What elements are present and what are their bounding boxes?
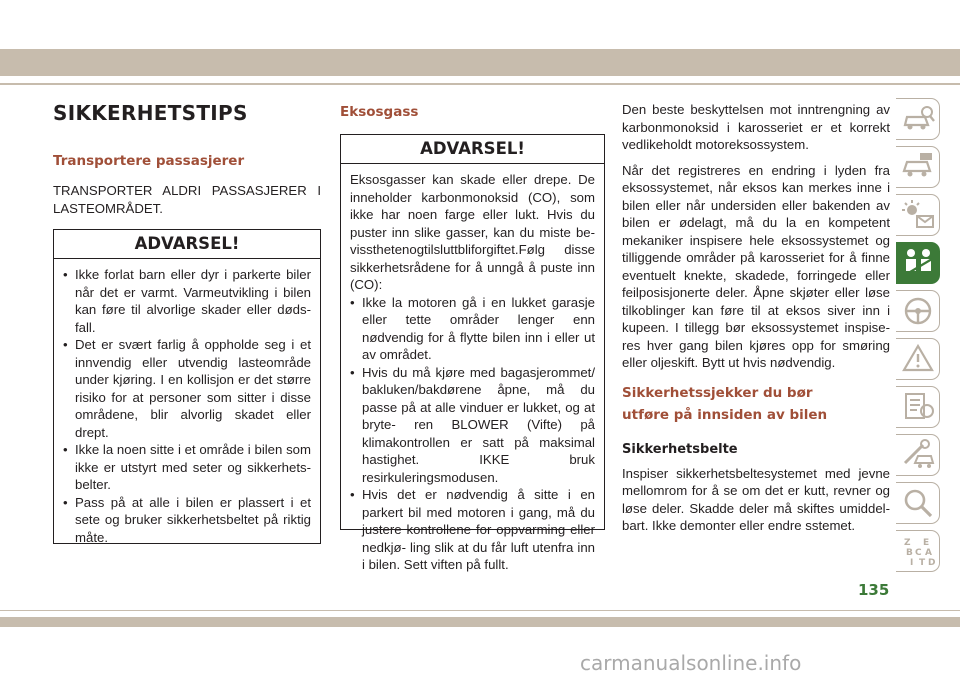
bottom-band (0, 617, 960, 627)
warning-box-passengers (53, 229, 321, 544)
svg-text:I: I (910, 558, 914, 567)
list-item: • Det er svært farlig å oppholde seg i et innvendig eller utvendig lasteområde under kjøring. I en kollisjon er det større risiko for at personer som sitter i disse områdene, blir alvorlig skadet eller drept. (63, 336, 311, 441)
svg-text:Z: Z (904, 538, 911, 548)
svg-text:B: B (906, 548, 913, 558)
warning-title: ADVARSEL! (54, 230, 320, 259)
lights-message-icon (901, 199, 935, 231)
exhaust-protection-paragraph: Den beste beskyttelsen mot inntrengning av karbonmonoksid i karosseriet er et korrekt vedlikeholdt motoreksossystem. (622, 102, 890, 152)
transport-paragraph: TRANSPORTER ALDRI PASSASJERER I LASTEOMRÅDET. (53, 183, 321, 216)
warning-intro: Eksosgasser kan skade eller drepe. De inneholder karbonmonoksid (CO), som ikke har noen farge eller lukt. Hvis du puster inn slike gasser, kan du miste be- vissthetenogtilsluttbliforgiftet.Følg disse sikkerhetsrådene for å unngå å puste inn (CO): (350, 172, 595, 292)
page-title: SIKKERHETSTIPS (53, 101, 248, 125)
tab-index[interactable] (896, 530, 940, 572)
section-heading-transport: Transportere passasjerer (53, 153, 245, 169)
svg-text:T: T (919, 558, 926, 567)
page-number: 135 (858, 581, 890, 599)
bottom-rule (0, 610, 960, 611)
svg-text:E: E (923, 538, 930, 548)
top-rule (0, 83, 960, 85)
index-letters-icon (901, 535, 935, 567)
list-item: • Ikke la motoren gå i en lukket garasje eller tette områder lenger enn nødvendig for å flytte bilen inn i eller ut av området. (350, 294, 595, 364)
list-item: • Hvis det er nødvendig å sitte i en parkert bil med motoren i gang, må du justere kontrollene for oppvarming eller nedkjø- ling slik at du får luft utenfra inn i bilen. Sett viften på fullt. (350, 486, 595, 574)
svg-text:D: D (928, 558, 935, 567)
car-info-icon (901, 151, 935, 183)
section-heading-safety-checks: Sikkerhetssjekker du bør utføre på innsiden av bilen (622, 384, 828, 423)
tab-lights-message[interactable] (896, 194, 940, 236)
wrench-car-icon (901, 439, 935, 471)
svg-text:C: C (915, 548, 922, 558)
exhaust-inspection-paragraph: Når det registreres en endring i lyden fra eksossystemet, når eksos kan merkes inne i bilen eller når undersiden eller bakenden av bilen er ødelagt, må du la en kompetent mekaniker inspisere hele eksossystemet og tilliggende områder på karosseriet for å finne eventuelt knekte, skadede, forringede eller feilposisjonerte deler. Åpne skjøter eller løse tilkoblinger kan føre til at eksos siver inn i kupeen. I tillegg bør eksossystemet inspise- res hver gang bilen kjøres opp for smøring eller oljeskift. Bytt ut hvis nødvendig. (622, 162, 890, 370)
subheading-seatbelt: Sikkerhetsbelte (622, 441, 738, 457)
svg-text:A: A (925, 548, 932, 558)
seatbelt-paragraph: Inspiser sikkerhetsbeltesystemet med jevne mellomrom for å se om det er kutt, revner og løse deler. Skadde deler må skiftes umiddel- bart. Ikke demonter eller endre sstemet. (622, 465, 890, 533)
watermark-text: carmanualsonline.info (580, 651, 802, 675)
warning-list (63, 266, 311, 546)
tab-car-info[interactable] (896, 146, 940, 188)
warning-car-icon (901, 343, 935, 375)
tab-warning-car[interactable] (896, 338, 940, 380)
tab-search[interactable] (896, 482, 940, 524)
top-band (0, 49, 960, 76)
tab-wrench-car[interactable] (896, 434, 940, 476)
list-item: • Ikke forlat barn eller dyr i parkerte biler når det er varmt. Varmeutvikling i bilen kan føre til alvorlige skader eller døds- fall. (63, 266, 311, 336)
warning-box-exhaust (340, 134, 605, 572)
checklist-icon (901, 391, 935, 423)
tab-car-search[interactable] (896, 98, 940, 140)
steering-wheel-icon (901, 295, 935, 327)
right-column (622, 101, 890, 535)
search-magnifier-icon (901, 487, 935, 519)
tab-checklist[interactable] (896, 386, 940, 428)
list-item: • Ikke la noen sitte i et område i bilen som ikke er utstyrt med seter og sikkerhets- belter. (63, 441, 311, 494)
warning-list (350, 294, 595, 574)
car-search-icon (901, 103, 935, 135)
tab-steering-wheel[interactable] (896, 290, 940, 332)
section-heading-exhaust: Eksosgass (340, 104, 419, 120)
safety-seat-icon (901, 247, 935, 279)
tab-safety[interactable] (896, 242, 940, 284)
warning-title: ADVARSEL! (341, 135, 604, 164)
list-item: • Hvis du må kjøre med bagasjerommet/ bakluken/bakdørene åpne, må du passe på at alle vinduer er lukket, og at bryte- ren BLOWER (Vifte) på klimakontrollen er satt på maksimal hastighet. IKKE bruk resirkuleringsmodusen. (350, 364, 595, 487)
list-item: • Pass på at alle i bilen er plassert i et sete og bruker sikkerhetsbeltet på riktig måte. (63, 494, 311, 547)
